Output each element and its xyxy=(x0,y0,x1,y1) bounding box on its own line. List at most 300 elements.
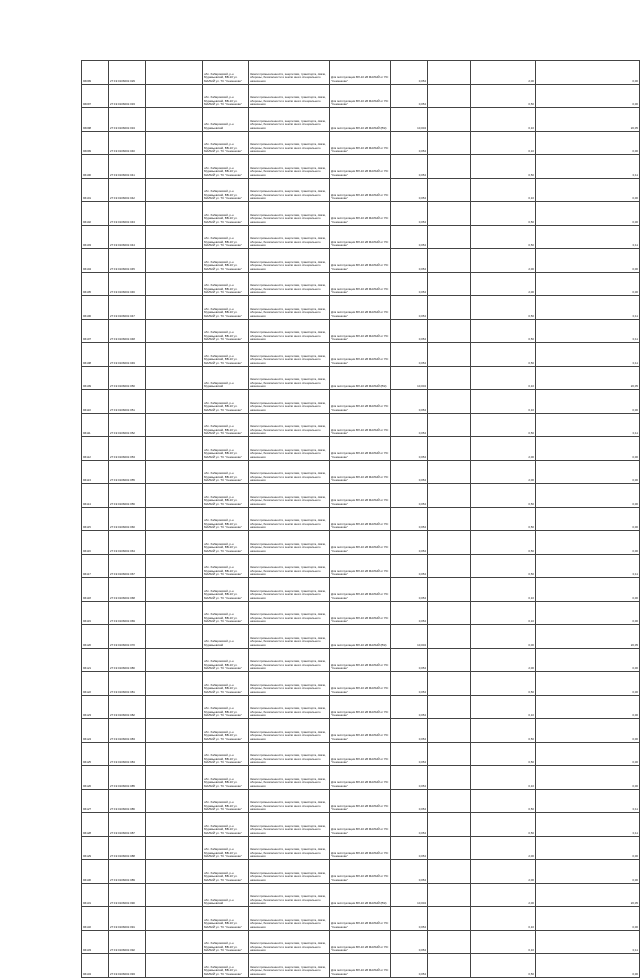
tax-rate-cell: 0,10 xyxy=(471,131,536,155)
cadastral-number-cell: 27:19:0106001:055 xyxy=(109,460,146,484)
empty-cell xyxy=(428,625,471,649)
table-row xyxy=(82,695,640,719)
empty-cell xyxy=(146,390,203,414)
empty-cell xyxy=(146,789,203,813)
area-cell: 0,054 xyxy=(391,836,428,860)
tax-amount-cell: 20,05 xyxy=(536,883,640,907)
permitted-use-cell: Для эксплуатации ВЛ-10 кВ МАЛЫЙ от ПС "Семенково" xyxy=(330,155,391,179)
table-row xyxy=(82,390,640,414)
tax-rate-cell: 2,00 xyxy=(471,860,536,884)
address-cell: обл. Хабаровский, р-н Муравьевский, ВВ-10 ул. МАЛЫЙ ул. ТС "Семенково" xyxy=(203,766,249,790)
table-row xyxy=(82,954,640,978)
address-cell: обл. Хабаровский, р-н Муравьевский, ВВ-10 ул. МАЛЫЙ ул. ТС "Семенково" xyxy=(203,84,249,108)
empty-cell xyxy=(428,648,471,672)
empty-cell xyxy=(146,155,203,179)
empty-cell xyxy=(146,178,203,202)
row-number-cell: 96102 xyxy=(82,202,109,226)
area-cell: 0,054 xyxy=(391,860,428,884)
address-cell: обл. Хабаровский, р-н Муравьевский, ВВ-10 ул. МАЛЫЙ ул. ТС "Семенково" xyxy=(203,531,249,555)
empty-cell xyxy=(146,202,203,226)
empty-cell xyxy=(428,836,471,860)
empty-cell xyxy=(146,531,203,555)
permitted-use-cell: Для эксплуатации ВЛ-10 кВ МАЛЫЙ от ПС "Семенково" xyxy=(330,601,391,625)
address-cell: обл. Хабаровский, р-н Муравьевский, ВВ-10 ул. МАЛЫЙ ул. ТС "Семенково" xyxy=(203,742,249,766)
address-cell: обл. Хабаровский, р-н Муравьевский, ВВ-10 ул. МАЛЫЙ ул. ТС "Семенково" xyxy=(203,648,249,672)
empty-cell xyxy=(428,907,471,931)
area-cell: 0,054 xyxy=(391,766,428,790)
permitted-use-cell: Для эксплуатации ВЛ-10 кВ МАЛЫЙ от ПС "Семенково" xyxy=(330,531,391,555)
area-cell: 0,054 xyxy=(391,578,428,602)
empty-cell xyxy=(428,437,471,461)
address-cell: обл. Хабаровский, р-н Муравьевский, ВВ-10 ул. МАЛЫЙ ул. ТС "Семенково" xyxy=(203,930,249,954)
empty-cell xyxy=(428,108,471,132)
tax-amount-cell: 0,00 xyxy=(536,578,640,602)
empty-cell xyxy=(428,578,471,602)
land-category-cell: Земли промышленности, энергетики, транспорта, связи, обороны, безопасности и земли иного специального назначения xyxy=(249,625,330,649)
tax-amount-cell: 0,00 xyxy=(536,249,640,273)
area-cell: 10,004 xyxy=(391,366,428,390)
row-number-cell: 96118 xyxy=(82,578,109,602)
land-category-cell: Земли промышленности, энергетики, транспорта, связи, обороны, безопасности и земли иного специального назначения xyxy=(249,272,330,296)
land-category-cell: Земли промышленности, энергетики, транспорта, связи, обороны, безопасности и земли иного специального назначения xyxy=(249,84,330,108)
row-number-cell: 96128 xyxy=(82,813,109,837)
empty-cell xyxy=(146,578,203,602)
row-number-cell: 96119 xyxy=(82,601,109,625)
cadastral-number-cell: 27:19:0106001:091 xyxy=(109,907,146,931)
tax-amount-cell: 20,05 xyxy=(536,625,640,649)
land-category-cell: Земли промышленности, энергетики, транспорта, связи, обороны, безопасности и земли иного специального назначения xyxy=(249,413,330,437)
table-row xyxy=(82,319,640,343)
table-row xyxy=(82,742,640,766)
land-category-cell: Земли промышленности, энергетики, транспорта, связи, обороны, безопасности и земли иного специального назначения xyxy=(249,225,330,249)
tax-rate-cell: 0,50 xyxy=(471,484,536,508)
tax-rate-cell: 0,50 xyxy=(471,813,536,837)
permitted-use-cell: Для эксплуатации ВЛ-10 кВ МАЛЫЙ (ВЭ) xyxy=(330,625,391,649)
area-cell: 0,054 xyxy=(391,202,428,226)
empty-cell xyxy=(146,108,203,132)
address-cell: обл. Хабаровский, р-н Муравьевский, ВВ-10 ул. МАЛЫЙ ул. ТС "Семенково" xyxy=(203,437,249,461)
tax-amount-cell: 0,00 xyxy=(536,61,640,85)
table-row xyxy=(82,437,640,461)
row-number-cell: 96099 xyxy=(82,131,109,155)
cadastral-number-cell: 27:19:0106001:086 xyxy=(109,789,146,813)
permitted-use-cell: Для эксплуатации ВЛ-10 кВ МАЛЫЙ от ПС "Семенково" xyxy=(330,578,391,602)
address-cell: обл. Хабаровский, р-н Муравьевский, ВВ-10 ул. МАЛЫЙ ул. ТС "Семенково" xyxy=(203,907,249,931)
empty-cell xyxy=(428,61,471,85)
area-cell: 0,054 xyxy=(391,343,428,367)
cadastral-number-cell: 27:19:0106001:043 xyxy=(109,202,146,226)
permitted-use-cell: Для эксплуатации ВЛ-10 кВ МАЛЫЙ от ПС "Семенково" xyxy=(330,554,391,578)
empty-cell xyxy=(428,202,471,226)
row-number-cell: 96106 xyxy=(82,296,109,320)
land-category-cell: Земли промышленности, энергетики, транспорта, связи, обороны, безопасности и земли иного специального назначения xyxy=(249,178,330,202)
empty-cell xyxy=(146,860,203,884)
tax-rate-cell: 0,10 xyxy=(471,108,536,132)
empty-cell xyxy=(146,883,203,907)
empty-cell xyxy=(428,272,471,296)
address-cell: обл. Хабаровский, р-н Муравьевский, ВВ-10 ул. МАЛЫЙ ул. ТС "Семенково" xyxy=(203,131,249,155)
address-cell: обл. Хабаровский, р-н Муравьевский, ВВ-10 ул. МАЛЫЙ ул. ТС "Семенково" xyxy=(203,672,249,696)
empty-cell xyxy=(146,930,203,954)
empty-cell xyxy=(146,84,203,108)
permitted-use-cell: Для эксплуатации ВЛ-10 кВ МАЛЫЙ от ПС "Семенково" xyxy=(330,930,391,954)
area-cell: 0,054 xyxy=(391,954,428,978)
empty-cell xyxy=(428,366,471,390)
land-category-cell: Земли промышленности, энергетики, транспорта, связи, обороны, безопасности и земли иного специального назначения xyxy=(249,672,330,696)
tax-amount-cell: 0,00 xyxy=(536,860,640,884)
land-category-cell: Земли промышленности, энергетики, транспорта, связи, обороны, безопасности и земли иного специального назначения xyxy=(249,907,330,931)
row-number-cell: 96133 xyxy=(82,930,109,954)
land-category-cell: Земли промышленности, энергетики, транспорта, связи, обороны, безопасности и земли иного специального назначения xyxy=(249,366,330,390)
area-cell: 0,054 xyxy=(391,249,428,273)
cadastral-number-cell: 27:19:0106001:081 xyxy=(109,672,146,696)
area-cell: 0,054 xyxy=(391,319,428,343)
permitted-use-cell: Для эксплуатации ВЛ-10 кВ МАЛЫЙ от ПС "Семенково" xyxy=(330,813,391,837)
tax-amount-cell: 0,00 xyxy=(536,742,640,766)
cadastral-number-cell: 27:19:0106001:060 xyxy=(109,507,146,531)
permitted-use-cell: Для эксплуатации ВЛ-10 кВ МАЛЫЙ от ПС "Семенково" xyxy=(330,460,391,484)
table-row xyxy=(82,836,640,860)
row-number-cell: 96116 xyxy=(82,531,109,555)
tax-rate-cell: 0,50 xyxy=(471,531,536,555)
tax-rate-cell: 0,50 xyxy=(471,954,536,978)
tax-amount-cell: 0,00 xyxy=(536,484,640,508)
empty-cell xyxy=(146,319,203,343)
tax-amount-cell: 0,00 xyxy=(536,719,640,743)
tax-rate-cell: 2,00 xyxy=(471,272,536,296)
empty-cell xyxy=(428,672,471,696)
area-cell: 0,054 xyxy=(391,131,428,155)
empty-cell xyxy=(146,249,203,273)
tax-rate-cell: 2,00 xyxy=(471,437,536,461)
empty-cell xyxy=(428,742,471,766)
address-cell: обл. Хабаровский, р-н Муравьевский, ВВ-10 ул. МАЛЫЙ ул. ТС "Семенково" xyxy=(203,272,249,296)
area-cell: 0,054 xyxy=(391,672,428,696)
area-cell: 0,054 xyxy=(391,61,428,85)
tax-amount-cell: 0,00 xyxy=(536,272,640,296)
cadastral-number-cell: 27:19:0106001:056 xyxy=(109,484,146,508)
land-category-cell: Земли промышленности, энергетики, транспорта, связи, обороны, безопасности и земли иного специального назначения xyxy=(249,108,330,132)
land-category-cell: Земли промышленности, энергетики, транспорта, связи, обороны, безопасности и земли иного специального назначения xyxy=(249,695,330,719)
land-category-cell: Земли промышленности, энергетики, транспорта, связи, обороны, безопасности и земли иного специального назначения xyxy=(249,954,330,978)
permitted-use-cell: Для эксплуатации ВЛ-10 кВ МАЛЫЙ (ВЭ) xyxy=(330,883,391,907)
cadastral-number-cell: 27:19:0106001:052 xyxy=(109,413,146,437)
tax-amount-cell: 20,05 xyxy=(536,366,640,390)
empty-cell xyxy=(146,766,203,790)
row-number-cell: 96132 xyxy=(82,907,109,931)
tax-rate-cell: 2,00 xyxy=(471,883,536,907)
address-cell: обл. Хабаровский, р-н Муравьевский, ВВ-10 ул. МАЛЫЙ ул. ТС "Семенково" xyxy=(203,578,249,602)
permitted-use-cell: Для эксплуатации ВЛ-10 кВ МАЛЫЙ от ПС "Семенково" xyxy=(330,131,391,155)
empty-cell xyxy=(146,601,203,625)
row-number-cell: 96101 xyxy=(82,178,109,202)
address-cell: обл. Хабаровский, р-н Муравьевский, ВВ-10 ул. МАЛЫЙ ул. ТС "Семенково" xyxy=(203,319,249,343)
tax-amount-cell: 0,00 xyxy=(536,672,640,696)
empty-cell xyxy=(146,61,203,85)
tax-rate-cell: 2,00 xyxy=(471,249,536,273)
table-row xyxy=(82,108,640,132)
land-category-cell: Земли промышленности, энергетики, транспорта, связи, обороны, безопасности и земли иного специального назначения xyxy=(249,319,330,343)
address-cell: обл. Хабаровский, р-н Муравьевский, ВВ-10 ул. МАЛЫЙ ул. ТС "Семенково" xyxy=(203,484,249,508)
tax-amount-cell: 0,00 xyxy=(536,460,640,484)
cadastral-number-cell: 27:19:0106001:034 xyxy=(109,108,146,132)
row-number-cell: 96131 xyxy=(82,883,109,907)
row-number-cell: 96134 xyxy=(82,954,109,978)
table-row xyxy=(82,719,640,743)
table-row xyxy=(82,155,640,179)
row-number-cell: 96130 xyxy=(82,860,109,884)
cadastral-number-cell: 27:19:0106001:083 xyxy=(109,719,146,743)
address-cell: обл. Хабаровский, р-н Муравьевский, ВВ-10 ул. МАЛЫЙ ул. ТС "Семенково" xyxy=(203,836,249,860)
table-row xyxy=(82,484,640,508)
permitted-use-cell: Для эксплуатации ВЛ-10 кВ МАЛЫЙ от ПС "Семенково" xyxy=(330,789,391,813)
tax-amount-cell: 0,11 xyxy=(536,343,640,367)
address-cell: обл. Хабаровский, р-н Муравьевский, ВВ-10 ул. МАЛЫЙ ул. ТС "Семенково" xyxy=(203,155,249,179)
permitted-use-cell: Для эксплуатации ВЛ-10 кВ МАЛЫЙ от ПС "Семенково" xyxy=(330,954,391,978)
tax-rate-cell: 0,50 xyxy=(471,413,536,437)
permitted-use-cell: Для эксплуатации ВЛ-10 кВ МАЛЫЙ от ПС "Семенково" xyxy=(330,319,391,343)
permitted-use-cell: Для эксплуатации ВЛ-10 кВ МАЛЫЙ от ПС "Семенково" xyxy=(330,296,391,320)
permitted-use-cell: Для эксплуатации ВЛ-10 кВ МАЛЫЙ от ПС "Семенково" xyxy=(330,860,391,884)
address-cell: обл. Хабаровский, р-н Муравьевский, ВВ-10 ул. МАЛЫЙ ул. ТС "Семенково" xyxy=(203,601,249,625)
cadastral-number-cell: 27:19:0106001:051 xyxy=(109,390,146,414)
empty-cell xyxy=(428,954,471,978)
land-category-cell: Земли промышленности, энергетики, транспорта, связи, обороны, безопасности и земли иного специального назначения xyxy=(249,554,330,578)
empty-cell xyxy=(428,84,471,108)
address-cell: обл. Хабаровский, р-н Муравьевский xyxy=(203,883,249,907)
cadastral-number-cell: 27:19:0106001:085 xyxy=(109,766,146,790)
address-cell: обл. Хабаровский, р-н Муравьевский, ВВ-10 ул. МАЛЫЙ ул. ТС "Семенково" xyxy=(203,860,249,884)
address-cell: обл. Хабаровский, р-н Муравьевский, ВВ-10 ул. МАЛЫЙ ул. ТС "Семенково" xyxy=(203,413,249,437)
table-row xyxy=(82,883,640,907)
table-row xyxy=(82,907,640,931)
empty-cell xyxy=(146,625,203,649)
empty-cell xyxy=(146,131,203,155)
empty-cell xyxy=(146,437,203,461)
empty-cell xyxy=(146,672,203,696)
empty-cell xyxy=(146,813,203,837)
table-row xyxy=(82,178,640,202)
table-row xyxy=(82,648,640,672)
land-category-cell: Земли промышленности, энергетики, транспорта, связи, обороны, безопасности и земли иного специального назначения xyxy=(249,296,330,320)
land-category-cell: Земли промышленности, энергетики, транспорта, связи, обороны, безопасности и земли иного специального назначения xyxy=(249,437,330,461)
cadastral-number-cell: 27:19:0106001:070 xyxy=(109,625,146,649)
land-category-cell: Земли промышленности, энергетики, транспорта, связи, обороны, безопасности и земли иного специального назначения xyxy=(249,789,330,813)
tax-amount-cell: 0,11 xyxy=(536,554,640,578)
permitted-use-cell: Для эксплуатации ВЛ-10 кВ МАЛЫЙ от ПС "Семенково" xyxy=(330,202,391,226)
tax-rate-cell: 0,10 xyxy=(471,366,536,390)
permitted-use-cell: Для эксплуатации ВЛ-10 кВ МАЛЫЙ от ПС "Семенково" xyxy=(330,672,391,696)
land-category-cell: Земли промышленности, энергетики, транспорта, связи, обороны, безопасности и земли иного специального назначения xyxy=(249,131,330,155)
address-cell: обл. Хабаровский, р-н Муравьевский, ВВ-10 ул. МАЛЫЙ ул. ТС "Семенково" xyxy=(203,178,249,202)
row-number-cell: 96120 xyxy=(82,625,109,649)
register-table-body xyxy=(82,61,640,978)
tax-amount-cell: 0,11 xyxy=(536,813,640,837)
permitted-use-cell: Для эксплуатации ВЛ-10 кВ МАЛЫЙ от ПС "Семенково" xyxy=(330,484,391,508)
permitted-use-cell: Для эксплуатации ВЛ-10 кВ МАЛЫЙ от ПС "Семенково" xyxy=(330,343,391,367)
empty-cell xyxy=(146,296,203,320)
tax-rate-cell: 0,50 xyxy=(471,202,536,226)
table-row xyxy=(82,766,640,790)
area-cell: 0,054 xyxy=(391,178,428,202)
empty-cell xyxy=(428,484,471,508)
tax-amount-cell: 0,00 xyxy=(536,836,640,860)
cadastral-number-cell: 27:19:0106001:093 xyxy=(109,954,146,978)
address-cell: обл. Хабаровский, р-н Муравьевский, ВВ-10 ул. МАЛЫЙ ул. ТС "Семенково" xyxy=(203,249,249,273)
area-cell: 0,054 xyxy=(391,460,428,484)
cadastral-number-cell: 27:19:0106001:064 xyxy=(109,531,146,555)
land-category-cell: Земли промышленности, энергетики, транспорта, связи, обороны, безопасности и земли иного специального назначения xyxy=(249,860,330,884)
tax-rate-cell: 0,10 xyxy=(471,578,536,602)
land-category-cell: Земли промышленности, энергетики, транспорта, связи, обороны, безопасности и земли иного специального назначения xyxy=(249,578,330,602)
table-row xyxy=(82,460,640,484)
row-number-cell: 96117 xyxy=(82,554,109,578)
empty-cell xyxy=(428,343,471,367)
tax-rate-cell: 0,10 xyxy=(471,930,536,954)
table-row xyxy=(82,61,640,85)
land-category-cell: Земли промышленности, энергетики, транспорта, связи, обороны, безопасности и земли иного специального назначения xyxy=(249,930,330,954)
cadastral-number-cell: 27:19:0106001:049 xyxy=(109,343,146,367)
tax-rate-cell: 0,50 xyxy=(471,554,536,578)
area-cell: 0,054 xyxy=(391,390,428,414)
row-number-cell: 96107 xyxy=(82,319,109,343)
permitted-use-cell: Для эксплуатации ВЛ-10 кВ МАЛЫЙ от ПС "Семенково" xyxy=(330,413,391,437)
table-row xyxy=(82,202,640,226)
land-plot-register-table xyxy=(81,60,640,978)
tax-rate-cell: 0,10 xyxy=(471,390,536,414)
land-category-cell: Земли промышленности, энергетики, транспорта, связи, обороны, безопасности и земли иного специального назначения xyxy=(249,507,330,531)
tax-amount-cell: 0,11 xyxy=(536,296,640,320)
tax-amount-cell: 0,11 xyxy=(536,789,640,813)
empty-cell xyxy=(146,907,203,931)
tax-amount-cell: 0,00 xyxy=(536,84,640,108)
address-cell: обл. Хабаровский, р-н Муравьевский, ВВ-10 ул. МАЛЫЙ ул. ТС "Семенково" xyxy=(203,954,249,978)
empty-cell xyxy=(428,155,471,179)
empty-cell xyxy=(146,366,203,390)
row-number-cell: 96099 xyxy=(82,61,109,85)
empty-cell xyxy=(428,390,471,414)
row-number-cell: 96109 xyxy=(82,366,109,390)
empty-cell xyxy=(428,131,471,155)
row-number-cell: 96112 xyxy=(82,437,109,461)
land-category-cell: Земли промышленности, энергетики, транспорта, связи, обороны, безопасности и земли иного специального назначения xyxy=(249,249,330,273)
empty-cell xyxy=(146,648,203,672)
cadastral-number-cell: 27:19:0106001:050 xyxy=(109,366,146,390)
table-row xyxy=(82,625,640,649)
tax-rate-cell: 0,50 xyxy=(471,155,536,179)
cadastral-number-cell: 27:19:0106001:084 xyxy=(109,742,146,766)
row-number-cell: 96110 xyxy=(82,390,109,414)
tax-rate-cell: 2,00 xyxy=(471,836,536,860)
cadastral-number-cell: 27:19:0106001:092 xyxy=(109,930,146,954)
empty-cell xyxy=(428,296,471,320)
land-category-cell: Земли промышленности, энергетики, транспорта, связи, обороны, безопасности и земли иного специального назначения xyxy=(249,460,330,484)
empty-cell xyxy=(428,249,471,273)
row-number-cell: 96123 xyxy=(82,695,109,719)
table-row xyxy=(82,578,640,602)
table-row xyxy=(82,789,640,813)
permitted-use-cell: Для эксплуатации ВЛ-10 кВ МАЛЫЙ от ПС "Семенково" xyxy=(330,648,391,672)
area-cell: 0,054 xyxy=(391,813,428,837)
empty-cell xyxy=(146,413,203,437)
empty-cell xyxy=(428,507,471,531)
row-number-cell: 96121 xyxy=(82,648,109,672)
row-number-cell: 96122 xyxy=(82,672,109,696)
tax-rate-cell: 2,00 xyxy=(471,648,536,672)
area-cell: 0,054 xyxy=(391,272,428,296)
permitted-use-cell: Для эксплуатации ВЛ-10 кВ МАЛЫЙ от ПС "Семенково" xyxy=(330,719,391,743)
empty-cell xyxy=(428,413,471,437)
area-cell: 0,054 xyxy=(391,413,428,437)
empty-cell xyxy=(428,531,471,555)
permitted-use-cell: Для эксплуатации ВЛ-10 кВ МАЛЫЙ от ПС "Семенково" xyxy=(330,272,391,296)
address-cell: обл. Хабаровский, р-н Муравьевский, ВВ-10 ул. МАЛЫЙ ул. ТС "Семенково" xyxy=(203,789,249,813)
empty-cell xyxy=(146,272,203,296)
tax-rate-cell: 0,50 xyxy=(471,672,536,696)
area-cell: 0,054 xyxy=(391,601,428,625)
empty-cell xyxy=(146,484,203,508)
address-cell: обл. Хабаровский, р-н Муравьевский, ВВ-10 ул. МАЛЫЙ ул. ТС "Семенково" xyxy=(203,695,249,719)
row-number-cell: 96124 xyxy=(82,719,109,743)
row-number-cell: 96111 xyxy=(82,413,109,437)
permitted-use-cell: Для эксплуатации ВЛ-10 кВ МАЛЫЙ от ПС "Семенково" xyxy=(330,742,391,766)
empty-cell xyxy=(146,836,203,860)
tax-rate-cell: 2,00 xyxy=(471,61,536,85)
tax-rate-cell: 2,00 xyxy=(471,460,536,484)
cadastral-number-cell: 27:19:0106001:047 xyxy=(109,296,146,320)
empty-cell xyxy=(428,860,471,884)
address-cell: обл. Хабаровский, р-н Муравьевский, ВВ-10 ул. МАЛЫЙ ул. ТС "Семенково" xyxy=(203,202,249,226)
row-number-cell: 96113 xyxy=(82,460,109,484)
tax-rate-cell: 0,50 xyxy=(471,225,536,249)
area-cell: 0,054 xyxy=(391,648,428,672)
row-number-cell: 96129 xyxy=(82,836,109,860)
table-row xyxy=(82,272,640,296)
table-row xyxy=(82,225,640,249)
empty-cell xyxy=(428,695,471,719)
empty-cell xyxy=(428,319,471,343)
cadastral-number-cell: 27:19:0106001:048 xyxy=(109,319,146,343)
empty-cell xyxy=(428,789,471,813)
land-category-cell: Земли промышленности, энергетики, транспорта, связи, обороны, безопасности и земли иного специального назначения xyxy=(249,742,330,766)
table-row xyxy=(82,672,640,696)
empty-cell xyxy=(428,460,471,484)
area-cell: 0,054 xyxy=(391,719,428,743)
cadastral-number-cell: 27:19:0106001:090 xyxy=(109,883,146,907)
table-row xyxy=(82,366,640,390)
empty-cell xyxy=(146,225,203,249)
land-category-cell: Земли промышленности, энергетики, транспорта, связи, обороны, безопасности и земли иного специального назначения xyxy=(249,484,330,508)
tax-amount-cell: 0,00 xyxy=(536,437,640,461)
cadastral-number-cell: 27:19:0106001:040 xyxy=(109,131,146,155)
cadastral-number-cell: 27:19:0106001:041 xyxy=(109,155,146,179)
tax-amount-cell: 0,00 xyxy=(536,531,640,555)
row-number-cell: 96097 xyxy=(82,84,109,108)
tax-rate-cell: 0,00 xyxy=(471,625,536,649)
table-row xyxy=(82,531,640,555)
land-category-cell: Земли промышленности, энергетики, транспорта, связи, обороны, безопасности и земли иного специального назначения xyxy=(249,813,330,837)
land-category-cell: Земли промышленности, энергетики, транспорта, связи, обороны, безопасности и земли иного специального назначения xyxy=(249,202,330,226)
land-category-cell: Земли промышленности, энергетики, транспорта, связи, обороны, безопасности и земли иного специального назначения xyxy=(249,766,330,790)
tax-amount-cell: 0,11 xyxy=(536,930,640,954)
area-cell: 0,054 xyxy=(391,930,428,954)
permitted-use-cell: Для эксплуатации ВЛ-10 кВ МАЛЫЙ от ПС "Семенково" xyxy=(330,84,391,108)
tax-amount-cell: 0,00 xyxy=(536,601,640,625)
cadastral-number-cell: 27:19:0106001:082 xyxy=(109,695,146,719)
land-category-cell: Земли промышленности, энергетики, транспорта, связи, обороны, безопасности и земли иного специального назначения xyxy=(249,883,330,907)
empty-cell xyxy=(428,554,471,578)
empty-cell xyxy=(146,460,203,484)
